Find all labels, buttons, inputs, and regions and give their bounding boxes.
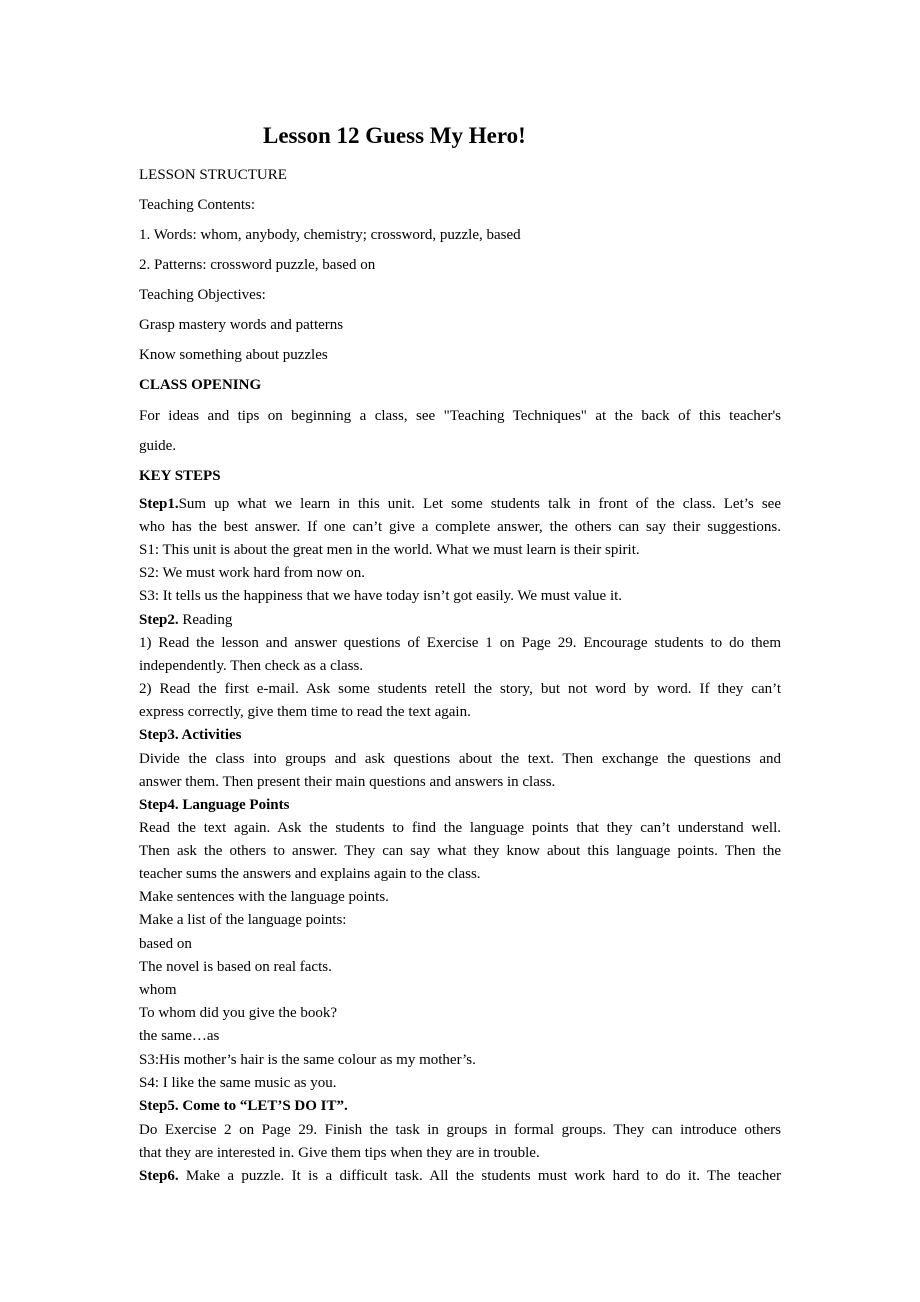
example-sentence: S3:His mother’s hair is the same colour as my mother’s. (139, 1052, 476, 1068)
language-point: the same…as (139, 1028, 220, 1044)
paragraph-line: Do Exercise 2 on Page 29. Finish the task in groups in formal groups. They can introduce others (139, 1122, 781, 1138)
step6-label: Step6. (139, 1168, 179, 1184)
step1-label: Step1. (139, 496, 179, 512)
paragraph-line: S1: This unit is about the great men in the world. What we must learn is their spirit. (139, 542, 640, 558)
lesson-structure-heading: LESSON STRUCTURE (139, 167, 287, 183)
paragraph-line: For ideas and tips on beginning a class, see "Teaching Techniques" at the back of this teacher's (139, 408, 781, 424)
paragraph-line: who has the best answer. If one can’t give a complete answer, the others can say their suggestions. (139, 519, 781, 535)
step1-line: Step1.Sum up what we learn in this unit. Let some students talk in front of the class. Let’s see (139, 496, 781, 512)
key-steps-heading: KEY STEPS (139, 468, 221, 484)
paragraph-line: that they are interested in. Give them tips when they are in trouble. (139, 1145, 540, 1161)
example-sentence: S4: I like the same music as you. (139, 1075, 337, 1091)
paragraph-line: Then ask the others to answer. They can say what they know about this language points. Then the (139, 843, 781, 859)
example-sentence: The novel is based on real facts. (139, 959, 332, 975)
step4-heading: Step4. Language Points (139, 797, 290, 813)
teaching-objectives-label: Teaching Objectives: (139, 287, 266, 303)
language-point: based on (139, 936, 192, 952)
step3-heading: Step3. Activities (139, 727, 242, 743)
paragraph-line: S2: We must work hard from now on. (139, 565, 365, 581)
paragraph-line: Make sentences with the language points. (139, 889, 389, 905)
objective-item: Grasp mastery words and patterns (139, 317, 344, 333)
content-item: 2. Patterns: crossword puzzle, based on (139, 257, 376, 273)
page-title: Lesson 12 Guess My Hero! (263, 123, 526, 148)
paragraph-line: teacher sums the answers and explains again to the class. (139, 866, 481, 882)
paragraph-line: Make a list of the language points: (139, 912, 347, 928)
paragraph-line: Divide the class into groups and ask questions about the text. Then exchange the questions and (139, 751, 781, 767)
content-item: 1. Words: whom, anybody, chemistry; crossword, puzzle, based (139, 227, 521, 243)
step5-heading: Step5. Come to “LET’S DO IT”. (139, 1098, 348, 1114)
class-opening-heading: CLASS OPENING (139, 377, 262, 393)
language-point: whom (139, 982, 177, 998)
paragraph-line: 1) Read the lesson and answer questions of Exercise 1 on Page 29. Encourage students to do them (139, 635, 781, 651)
step2-label: Step2. (139, 612, 179, 628)
paragraph-line: 2) Read the first e-mail. Ask some students retell the story, but not word by word. If they can’t (139, 681, 781, 697)
paragraph-line: express correctly, give them time to read the text again. (139, 704, 471, 720)
paragraph-line: guide. (139, 438, 177, 454)
paragraph-line: S3: It tells us the happiness that we have today isn’t got easily. We must value it. (139, 588, 623, 604)
paragraph-line: Read the text again. Ask the students to find the language points that they can’t understand well. (139, 820, 781, 836)
step6-line: Step6. Make a puzzle. It is a difficult task. All the students must work hard to do it. The teacher (139, 1168, 781, 1184)
teaching-contents-label: Teaching Contents: (139, 197, 256, 213)
step2-heading: Step2. Reading (139, 612, 233, 628)
paragraph-line: answer them. Then present their main questions and answers in class. (139, 774, 556, 790)
paragraph-line: independently. Then check as a class. (139, 658, 364, 674)
example-sentence: To whom did you give the book? (139, 1005, 338, 1021)
objective-item: Know something about puzzles (139, 347, 328, 363)
